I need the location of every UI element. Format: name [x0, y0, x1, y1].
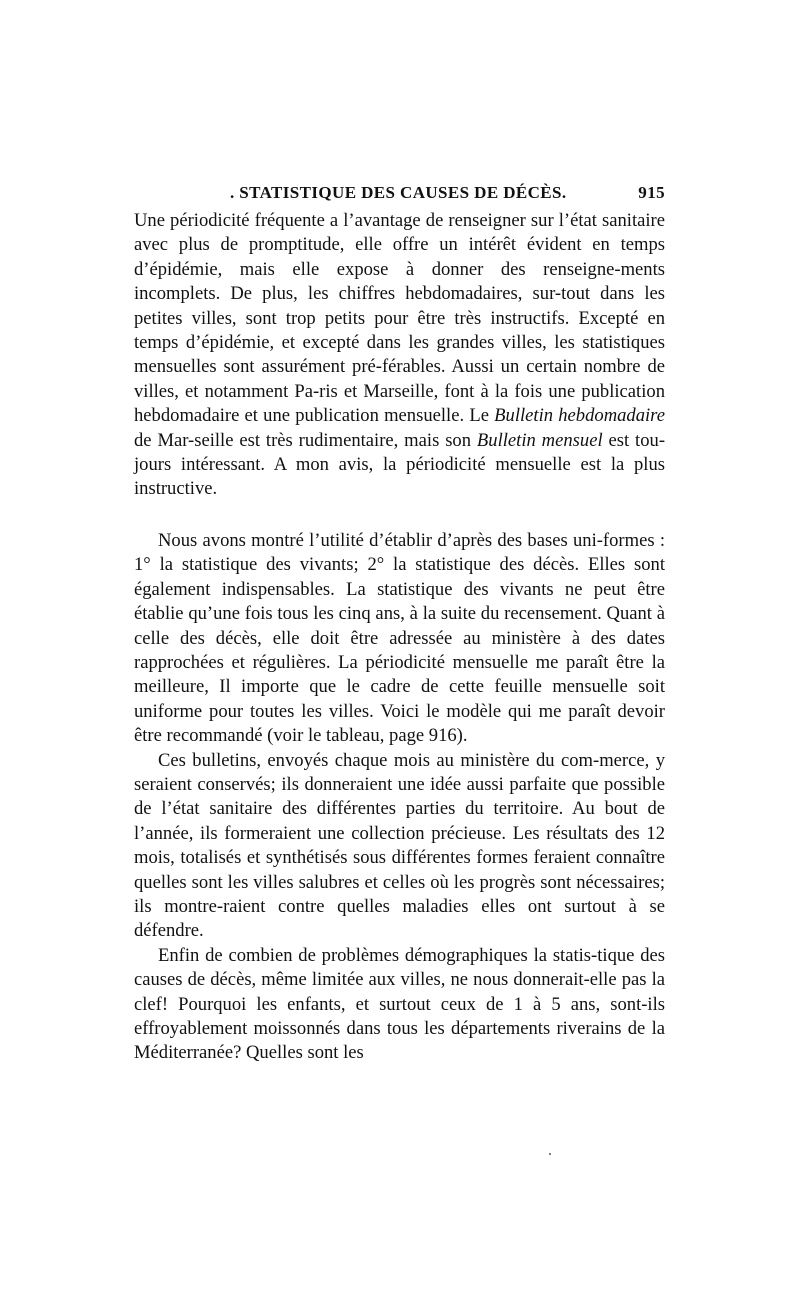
running-head: [134, 183, 665, 209]
book-page: [134, 183, 665, 1066]
paragraph-bulletins: Ces bulletins, envoyés chaque mois au ministère du com-merce, y seraient conservés; ils donneraient une idée aussi parfaite que possible de l’état sanitaire des différentes parties du territoire. Au bout de l’année, ils formeraient une collection précieuse. Les résultats des 12 mois, totalisés et synthétisés sous différentes formes feraient connaître quelles sont les villes salubres et celles où les progrès sont nécessaires; ils montre-raient contre quelles maladies elles ont surtout à se défendre.: [134, 749, 665, 942]
bulletin-mensuel-title: Bulletin mensuel: [476, 429, 603, 451]
paragraph-text: est tou-jours intéressant. A mon avis, la périodicité mensuelle est la plus instructive.: [134, 429, 666, 500]
ink-speck: [549, 1153, 551, 1155]
page-number: 915: [638, 183, 665, 202]
running-title: . STATISTIQUE DES CAUSES DE DÉCÈS.: [230, 183, 567, 202]
paragraph-periodicite: [134, 209, 665, 502]
paragraph-problemes-demographiques: Enfin de combien de problèmes démographiques la statis-tique des causes de décès, même limitée aux villes, ne nous donnerait-elle pas la clef! Pourquoi les enfants, et surtout ceux de 1 à 5 ans, sont-ils effroyablement moissonnés dans tous les départements riverains de la Méditerranée? Quelles sont les: [134, 944, 665, 1064]
bulletin-hebdomadaire-title: Bulletin hebdomadaire: [494, 405, 665, 427]
paragraph-text: Une périodicité fréquente a l’avantage de renseigner sur l’état sanitaire avec plus de promptitude, elle offre un intérêt évident en temps d’épidémie, mais elle expose à donner des renseigne-ments incomplets. De plus, les chiffres hebdomadaires, sur-tout dans les petites villes, sont trop petits pour être très instructifs. Excepté en temps d’épidémie, et excepté dans les grandes villes, les statistiques mensuelles sont assurément pré-férables. Aussi un certain nombre de villes, et notamment Pa-ris et Marseille, font à la fois une publication hebdomadaire et une publication mensuelle. Le: [134, 210, 665, 427]
paragraph-bases-uniformes: Nous avons montré l’utilité d’établir d’après des bases uni-formes : 1° la statistique des vivants; 2° la statistique des décès. Elles sont également indispensables. La statistique des vivants ne peut être établie qu’une fois tous les cinq ans, à la suite du recensement. Quant à celle des décès, elle doit être adressée au ministère à des dates rapprochées et régulières. La périodicité mensuelle me paraît être la meilleure, Il importe que le cadre de cette feuille mensuelle soit uniforme pour toutes les villes. Voici le modèle qui me paraît devoir être recommandé (voir le tableau, page 916).: [134, 529, 665, 747]
paragraph-text: de Mar-seille est très rudimentaire, mais son: [134, 429, 477, 451]
